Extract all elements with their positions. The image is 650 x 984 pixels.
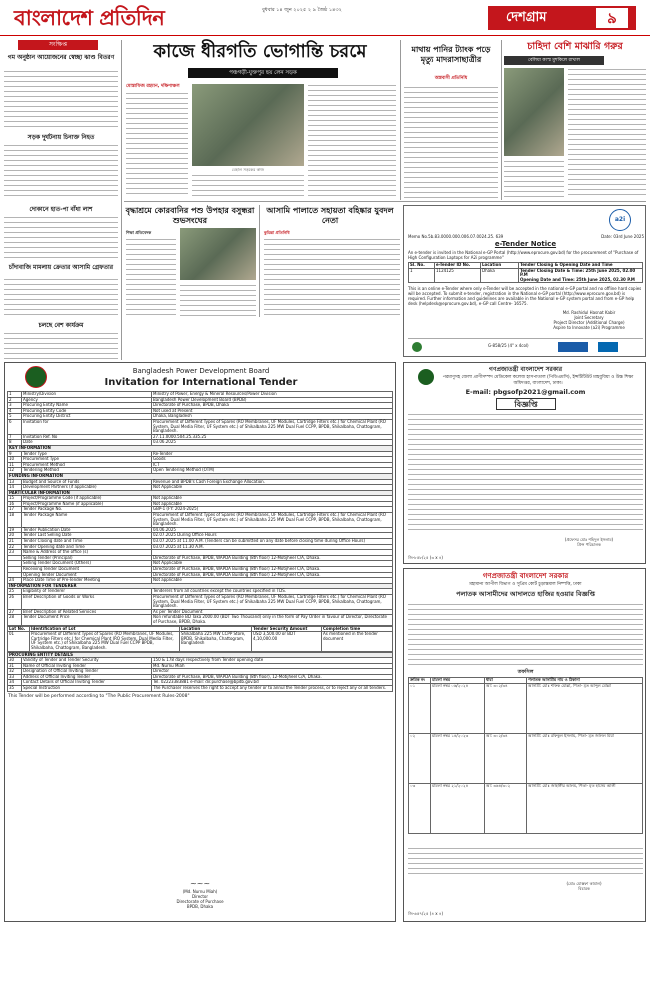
gov-notice-1-title: বিজ্ঞপ্তি xyxy=(496,398,556,410)
section-row: KEY INFORMATION xyxy=(8,445,393,451)
table-row: Receiving Tender Document Directorate of Purchase, BPDB, WAPDA Building (8th floor) 12-Motijheel C/A, Dhaka. xyxy=(8,567,393,573)
brief-text-5 xyxy=(4,332,118,360)
table-row: 32 Designation of Official Inviting Tender Director xyxy=(8,669,393,675)
lead-headline: কাজে ধীরগতি ভোগান্তি চরমে xyxy=(153,41,367,62)
bpdb-title: Invitation for International Tender xyxy=(104,377,298,388)
etender-notice xyxy=(403,205,646,357)
brief-headline-5: চলছে বেশ কার্যক্রম xyxy=(38,322,84,329)
table-row: ০২ মামলা নম্বর ১৪/২০২৩ আ: ৩০২/৩৪ আসামী: মোঃ রফিকুল ইসলাম, পিতা- মৃত জলিল মিয়া xyxy=(409,733,643,783)
table-row: Opening Tender Document Directorate of Purchase, BPDB, WAPDA Building (8th floor) 12-Motijheel C/A, Dhaka. xyxy=(8,572,393,578)
col-sl: Sl. No. xyxy=(409,263,435,269)
table-row: 1 Ministry/Division Ministry of Power, Energy & Mineral Resources/Power Division xyxy=(8,392,393,398)
gov-notice-1-email: E-mail: pbgsofp2021@gmail.com xyxy=(465,388,586,396)
lot-row: 01 Procurement of Different Types of Spares (RO Membranes, UF Modules, Cartridge Filters etc.) for Chemical Plant (RO System, Dual Media Filter, UF System etc.) of Shikalbaha 225 MW Dual Fuel CCPP BPDB, Shikalbaha, Chattogram, Bangladesh. Shikalbaha 225 MW CCPP Store, BPDB, Shikalbaha, Chattogram, Bangladesh USD 3,500.00 or BDT 4,10,000.00 As mentioned in the tender document xyxy=(8,632,393,651)
table-row: 16 Project/Programme Name (if applicable) Not applicable xyxy=(8,501,393,507)
table-row: 26 Brief Description of Goods or Works Procurement of Different Types of Spares (RO Membranes, UF Modules, Cartridge Filters etc.) for Chemical Plant (RO System, Dual Media Filter, UF System etc.) of Shikalbaha 225 MW Dual Fuel CCPP, BPDB, Shikalbaha, Chattogram, Bangladesh. xyxy=(8,594,393,609)
gov-notice-1-ref: জি-৮৫৮/২৫ (৩ x ৪) xyxy=(408,555,443,560)
table-row: 3 Procuring Entity Name Directorate of Purchase, BPDB, Dhaka xyxy=(8,403,393,409)
lot-table xyxy=(7,626,393,652)
section-row: INFORMATION FOR TENDERER xyxy=(8,583,393,589)
issue-date: বুধবার ১৪ জুন ২০২৫ ২ ৯ জৈষ্ঠ ১৪৩২ xyxy=(262,7,342,13)
bpdb-tender xyxy=(4,362,396,922)
table-row: ০১ মামলা নম্বর ০৬/২০২৪ আ: ৩০২/৩৪ আসামী: মোঃ শফিক মোল্লা, পিতা- মৃত আব্দুল মোল্লা xyxy=(409,683,643,733)
gov-notice-2-signature: (মোঃ মোস্তফা কামাল) বিচারক xyxy=(566,881,602,891)
table-row: 23 Name & Address of the office (s) xyxy=(8,550,393,556)
gov-notice-2-head: গণপ্রজাতন্ত্রী বাংলাদেশ সরকার xyxy=(482,572,569,580)
left-column xyxy=(4,40,118,360)
lead-subhead: পঞ্চগড়ী-যুক্তপুর ছয় লেন সড়ক xyxy=(188,68,338,78)
table-row: 2 Agency Bangladesh Power Development Board (BPDB) xyxy=(8,397,393,403)
notice-logos xyxy=(408,338,643,354)
lot-col-location: Location xyxy=(180,626,252,632)
table-row: 1 1124125 Dhaka Tender Closing Date & Time: 25th June 2025, 02.00 P.M Opening Date and Time: 25th June 2025, 02.30 P.M xyxy=(409,268,643,283)
side-story-2-text-a xyxy=(568,68,646,198)
masthead xyxy=(0,0,650,36)
mid-story-1-photo xyxy=(180,228,256,280)
undp-logo-icon xyxy=(598,342,618,352)
table-row: 33 Address of Official Inviting Tender Directorate of Purchase, BPDB, WAPDA Building (8th floor), 12-Motijheel C/A, Dhaka. xyxy=(8,674,393,680)
lead-text-mid xyxy=(192,174,304,196)
col-id: e-Tender ID No. xyxy=(435,263,481,269)
table-row: 8 Date 03.06.2025 xyxy=(8,440,393,446)
brief-headline-2: সড়ক দুর্ঘটনায় চিনাক্ত নিহত xyxy=(27,134,95,141)
table-row: 27 Brief Description of Related Services As per Tender Document xyxy=(8,609,393,615)
gov-notice-2-table-title: তফসিল xyxy=(517,669,534,675)
table-row: 31 Name of Official Inviting Tender Md. Nurnu Miah xyxy=(8,663,393,669)
mid-story-2-byline: কুমিল্লা প্রতিনিধি xyxy=(264,230,290,235)
gov-seal-icon xyxy=(418,369,434,385)
section-banner xyxy=(488,6,636,30)
table-row: 11 Procurement Method ICT xyxy=(8,462,393,468)
mid-story-1-byline: শিক্ষা প্রতিবেদক xyxy=(126,230,152,235)
col-dates: Tender Closing & Opening Date and Time xyxy=(519,263,643,269)
lot-col-completion: Completion time xyxy=(322,626,393,632)
gov-notice-2 xyxy=(403,568,646,922)
signer-title-2: Project Director (Additional Charge) xyxy=(553,320,625,325)
gov-notice-2-org: মহামান্য আপীল বিভাগ ও সুপ্রিম কোর্ট চুড়ান্তমাল নিষ্পত্তি, ঢাকা xyxy=(469,582,582,587)
gov-notice-2-body xyxy=(408,603,643,667)
bpdb-table xyxy=(7,391,393,702)
table-row: Selling Tender (Principal) Directorate of Purchase, BPDB, WAPDA Building (8th floor) 12-Motijheel C/A, Dhaka. xyxy=(8,555,393,561)
notice-date: Date: 03rd June 2025 xyxy=(601,234,644,239)
gov-notice-1-signature: (প্রফেসর মোঃ শহিদুল ইসলাম) প্রিন্স পরিচালক xyxy=(564,537,614,547)
table-row: 35 Special Instruction The Purchaser reserves the right to accept any tender or to annul the Tender process, or to reject any or all tenders. xyxy=(8,686,393,692)
gov-notice-1 xyxy=(403,362,646,564)
gov-notice-1-body xyxy=(408,413,643,533)
brief-headline-1: গম অনুষ্ঠান আয়োজনের স্বেচ্ছা ঝাণ্ড বিতরণ xyxy=(7,54,115,61)
table-row: 9 Tender Type Re-Tender xyxy=(8,451,393,457)
column-tag: সংক্ষিপ্ত xyxy=(18,40,98,50)
table-row: 15 Project/Programme Code (if applicable) Not applicable xyxy=(8,496,393,502)
section-row: PARTICULAR INFORMATION xyxy=(8,490,393,496)
table-row: 28 Tender Document Price Non refundable BD Taka 2000.00 (BDT Two Thousand) only in the form of Pay Order in favour of Director, Directorate of Purchase, BPDB, Dhaka. xyxy=(8,615,393,625)
side-story-1-text xyxy=(404,86,498,198)
table-row: 10 Procurement Type Goods xyxy=(8,457,393,463)
mid-story-1-text-b xyxy=(180,284,256,318)
lead-text-left xyxy=(126,92,188,196)
notice-table xyxy=(408,262,643,283)
table-row: 25 Eligibility of Tenderer Tenderers from all countries except the countries specified in TDS. xyxy=(8,589,393,595)
gov-notice-2-title: পলাতক আসামীদের আদালতে হাজির হওয়ার বিজ্ঞপ্তি xyxy=(456,590,595,598)
table-row: 6 Invitation for Procurement of Different Types of Spares (RO Membranes, UF Modules, Cartridge Filters etc.) for Chemical Plant (RO System, Dual Media Filter, UF System etc.) of Shikalbaha 225 MW Dual Fuel CCPP, BPDB, Shikalbaha, Chattogram, Bangladesh. xyxy=(8,419,393,434)
side-story-2-photo xyxy=(504,68,564,156)
notice-memo: Memo No.5b.83.0000.000.006.07.0024.25. 639 xyxy=(408,234,504,239)
bpdb-signature: ~~~ (Md. Nurnu Miah) Director Directorate of Purchase BPDB, Dhaka xyxy=(135,879,265,909)
ict-logo-icon xyxy=(558,342,588,352)
table-row: 5 Procuring Entity District Dhaka, Bangladesh xyxy=(8,414,393,420)
table-row: 20 Tender Last Selling Date 02.07.2025 During Office Hours xyxy=(8,533,393,539)
lot-col-no: Lot No. xyxy=(8,626,30,632)
lead-text-right xyxy=(308,84,396,196)
table-row: 17 Tender Package No. GBP-1 (FY: 2024-2025) xyxy=(8,507,393,513)
gov-notice-2-table: ক্রমিক নং মামলা নম্বর ধারা পলাতক আসামীর নাম ও ঠিকানা ০১ মামলা নম্বর ০৬/২০২৪ আ: ৩০২/৩৪ আসামী: মোঃ শফিক মোল্লা, পিতা- মৃত আব্দুল মোল্লা ০২ মামলা নম্বর ১৪/২০২৩ আ: ৩০২/৩৪ আসামী: মোঃ রফিকুল ইসলাম, পিতা- মৃত জলিল মিয়া ০৩ মামলা নম্বর ২১/২০২৪ আ: ৩৬৪/৩০২ আসামী: মোঃ জাহাঙ্গীর আলম, পিতা- মৃত হাসেম আলী xyxy=(408,677,643,834)
table-row: Selling Tender Document (Others) Not Applicable xyxy=(8,561,393,567)
lead-photo-caption: বেহাল সড়কের কাজ xyxy=(231,167,265,172)
notice-ref: G-858/25 (4" x 4col) xyxy=(488,343,529,348)
side-story-2-text-b xyxy=(504,160,564,198)
notice-body: An e-tender is invited in the National e-GP Portal (http://www.eprocure.gov.bd) for the procurement of "Purchase of High Configuration Laptops for A2i programme" xyxy=(408,250,639,260)
brief-headline-3: দোকানে হাত-পা বাঁধা লাশ xyxy=(29,206,93,213)
page-number: ৯ xyxy=(596,8,628,28)
signer-title-3: Aspire to Innovate (a2i) Programme xyxy=(553,325,625,330)
side-story-1-headline: মাথায় পানির ট্যাংক পড়ে মৃত্যু মাদরাসাছাত্রীর xyxy=(411,44,491,64)
notice-title: e-Tender Notice xyxy=(494,240,557,248)
notice-footer: This is an online e-Tender where only e-Tender will be accepted in the national e-GP portal and no offline hard copies will be accepted. To submit e-tender, registration in the National e-GP portal (http://www.eprocure.gov.bd) is required. Further information and guidelines are available in the National e-GP system portal and from e-GP help desk (helpdesk@eprocure.gov.bd), e-GP call Centre- 16575. xyxy=(408,286,642,306)
brief-text-1 xyxy=(4,70,118,128)
signer-name: Md. Rashidul Hasnat Kabir xyxy=(562,310,616,315)
gov-notice-2-closing xyxy=(408,847,643,875)
lot-col-security: Tender Security Amount xyxy=(252,626,322,632)
table-row: 24 Place Date Time of Pre-Tender Meeting Not applicable xyxy=(8,578,393,584)
table-row: 30 Validity of Tender and Tender Security 150 & 178 days respectively from Tender opening date xyxy=(8,658,393,664)
table-row: 34 Contact Details of Official Inviting Tender Tel. 02223383881 e-mail: dir.purchase@bpdb.gov.bd xyxy=(8,680,393,686)
side-story-2-subhead: বেলিয়া কাস্ম মুশকিলে রাখাল xyxy=(504,56,604,65)
section-row: PROCURING ENTITY DETAILS xyxy=(8,652,393,658)
lead-byline: মোস্তাফিজ রহমান, দক্ষিণাঞ্চল xyxy=(126,84,180,89)
gov-notice-1-org: পরমাণুসহ জেলা প্রাণীসম্পদ মেডিকেল কলেজ হাসপাতাল (পিডিএমসি), ইন্সটিটিউট মাহবুবিয়া ও উচ্চ শিক্ষা অধিদপ্তর, বাংলাদেশ, ঢাকা। xyxy=(442,375,634,386)
table-row: 21 Tender Closing date and Time 03.07.2025 at 11.00 A.M. (Tenders can be submitted on any date before closing time during Office Hours) xyxy=(8,539,393,545)
mid-story-1-text xyxy=(126,238,176,318)
a2i-logo: a2i xyxy=(609,209,631,231)
lead-photo xyxy=(192,84,304,166)
table-row: 18 Tender Package Name Procurement of Different Types of Spares (RO Membranes, UF Modules, Cartridge Filters etc.) for Chemical Plant (RO System, Dual Media Filter, UF System etc.) of Shikalbaha 225 MW Dual Fuel CCPP, BPDB, Shikalbaha, Chattogram, Bangladesh. xyxy=(8,513,393,528)
brief-text-3 xyxy=(4,216,118,260)
signature-block xyxy=(534,310,644,330)
mid-story-1-headline: বৃদ্ধাশ্রমে কোরবানির পশু উপহার বসুন্ধরা শুভসংঘের xyxy=(125,205,255,225)
signature-scribble-icon: ~~~ xyxy=(189,879,211,888)
side-story-2-headline: চাহিদা বেশি মাঝারি গরুর xyxy=(527,41,623,52)
table-row: ০৩ মামলা নম্বর ২১/২০২৪ আ: ৩৬৪/৩০২ আসামী: মোঃ জাহাঙ্গীর আলম, পিতা- মৃত হাসেম আলী xyxy=(409,783,643,833)
section-row: FUNDING INFORMATION xyxy=(8,473,393,479)
brief-headline-4: চাঁদাবাজি মামলায় ক্রেতার আসামি গ্রেফতার xyxy=(8,264,114,271)
table-row: 19 Tender Publication Date 04.06.2025 xyxy=(8,527,393,533)
table-row: 12 Tendering Method Open Tendering Method (OTM) xyxy=(8,468,393,474)
col-location: Location xyxy=(481,263,519,269)
side-story-1-byline: অস্ত্রবাসী প্রতিনিধি xyxy=(434,76,468,81)
table-row: 22 Tender Opening date and Time 03.07.2025 at 11.30 A.M. xyxy=(8,544,393,550)
table-row: 7 Invitation Ref. No 27.11.0000.504.25.335.25 xyxy=(8,434,393,440)
section-name: দেশগ্রাম xyxy=(506,10,547,25)
gov-seal-icon xyxy=(412,342,422,352)
signer-title-1: Joint Secretary xyxy=(574,315,604,320)
newspaper-logo: বাংলাদেশ প্রতিদিন xyxy=(14,5,165,30)
bpdb-signer: (Md. Nurnu Miah) xyxy=(182,889,218,894)
mid-story-2-headline: আসামি পালাতে সহায়তা বহিষ্কার যুবদল নেতা xyxy=(266,205,394,225)
bpdb-footer: This Tender will be performed according to "The Public Procurement Rules-2008" xyxy=(8,693,190,699)
table-row: 4 Procuring Entity Code Not used at Present xyxy=(8,408,393,414)
bpdb-org-name: Bangladesh Power Development Board xyxy=(132,367,270,375)
gov-notice-1-head: গণপ্রজাতন্ত্রী বাংলাদেশ সরকার xyxy=(488,366,563,373)
brief-text-2 xyxy=(4,144,118,200)
lot-col-id: Identification of Lot xyxy=(30,626,180,632)
mid-story-2-text xyxy=(264,238,400,318)
brief-text-4 xyxy=(4,278,118,318)
table-row: 14 Development Partners (if applicable) Not Applicable xyxy=(8,485,393,491)
gov-notice-2-ref: জি-৬৫৭/২৫ (৪ x ৪) xyxy=(408,911,444,916)
table-row: 13 Budget and Source of Funds Revenue and BPDB's Cash Foreign Exchange Allocation. xyxy=(8,479,393,485)
